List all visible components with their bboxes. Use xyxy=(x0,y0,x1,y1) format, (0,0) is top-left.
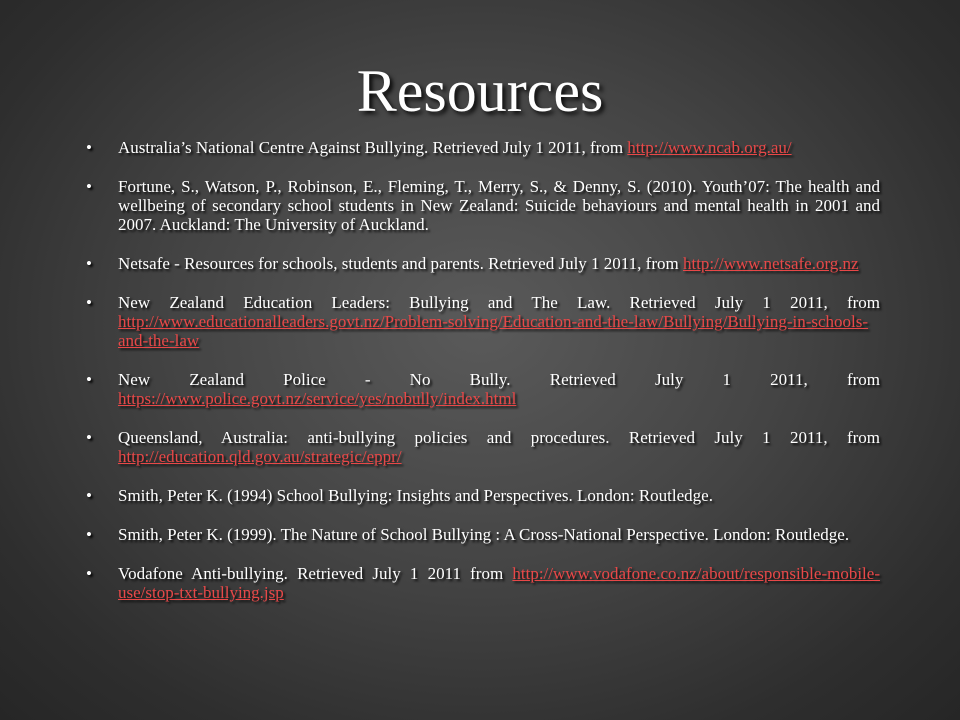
bullet-icon: • xyxy=(86,525,92,544)
reference-item xyxy=(80,525,880,544)
bullet-icon: • xyxy=(86,254,92,273)
reference-link[interactable]: http://education.qld.gov.au/strategic/eppr/ xyxy=(118,447,402,466)
reference-item xyxy=(80,564,880,602)
reference-link[interactable]: http://www.vodafone.co.nz/about/responsible-mobile-use/stop-txt-bullying.jsp xyxy=(118,564,880,602)
bullet-icon: • xyxy=(86,370,92,389)
reference-text: New Zealand Education Leaders: Bullying and The Law. Retrieved July 1 2011, from xyxy=(118,293,880,312)
reference-item xyxy=(80,428,880,466)
bullet-icon: • xyxy=(86,177,92,196)
reference-link[interactable]: http://www.educationalleaders.govt.nz/Problem-solving/Education-and-the-law/Bullying/Bullying-in-schools-and-the-law xyxy=(118,312,869,350)
reference-link[interactable]: http://www.netsafe.org.nz xyxy=(682,254,859,273)
reference-link[interactable]: http://www.ncab.org.au/ xyxy=(627,138,792,157)
reference-item xyxy=(80,254,880,273)
reference-text: New Zealand Police - No Bully. Retrieved July 1 2011, from xyxy=(118,370,880,389)
reference-text: Smith, Peter K. (1999). The Nature of School Bullying : A Cross-National Perspective. London: Routledge. xyxy=(118,525,850,544)
reference-item xyxy=(80,177,880,234)
reference-link[interactable]: https://www.police.govt.nz/service/yes/nobully/index.html xyxy=(118,389,517,408)
reference-item xyxy=(80,370,880,408)
bullet-icon: • xyxy=(86,138,92,157)
reference-text: Fortune, S., Watson, P., Robinson, E., Fleming, T., Merry, S., & Denny, S. (2010). Youth’07: The health and wellbeing of secondary school students in New Zealand: Suicide behaviours and mental health in 2001 and 2007. Auckland: The University of Auckland. xyxy=(118,177,880,234)
bullet-icon: • xyxy=(86,428,92,447)
reference-list xyxy=(80,138,880,622)
reference-item xyxy=(80,486,880,505)
reference-item xyxy=(80,138,880,157)
bullet-icon: • xyxy=(86,486,92,505)
reference-text: Netsafe - Resources for schools, students and parents. Retrieved July 1 2011, from xyxy=(118,254,683,273)
reference-text: Queensland, Australia: anti-bullying policies and procedures. Retrieved July 1 2011, from xyxy=(118,428,880,447)
slide-title: Resources xyxy=(356,58,604,124)
bullet-icon: • xyxy=(86,293,92,312)
reference-item xyxy=(80,293,880,350)
bullet-icon: • xyxy=(86,564,92,583)
reference-text: Smith, Peter K. (1994) School Bullying: Insights and Perspectives. London: Routledge. xyxy=(118,486,713,505)
reference-text: Vodafone Anti-bullying. Retrieved July 1 2011 from xyxy=(118,564,513,583)
reference-text: Australia’s National Centre Against Bullying. Retrieved July 1 2011, from xyxy=(118,138,628,157)
